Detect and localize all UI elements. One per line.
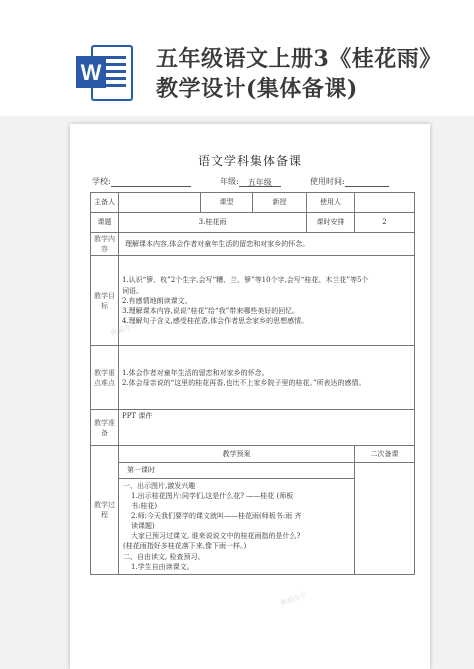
goals-line: 1.认识“箩、枚”2个生字,会写“糟、兰、箩”等10个字,会写“桂花、木兰花”等5个 (122, 276, 369, 285)
prep-label: 教学准备 (91, 410, 119, 446)
key-points-text (119, 346, 415, 410)
process-line: 大家已预习过课文, 谁来说说文中的桂花雨指的是什么? (131, 532, 301, 541)
table-row (91, 213, 415, 233)
process-lines (119, 479, 354, 574)
lesson-plan-table (90, 192, 415, 575)
use-time-label: 使用时间: (310, 177, 345, 186)
page-subtitle: 教学设计(集体备课) (156, 76, 358, 102)
preparer-value (119, 193, 201, 213)
watermark: 熊猫办公 (279, 590, 309, 608)
topic-value: 3.桂花雨 (119, 213, 307, 233)
school-blank (111, 177, 191, 187)
process-line: 一、出示图片,激发兴趣 (123, 481, 196, 490)
goals-line: 词语。 (122, 286, 143, 295)
use-time-blank (345, 177, 389, 187)
hours-label: 课时安排 (307, 213, 355, 233)
goals-line: 4.理解句子含义,感受桂花香,体会作者思念家乡的思想感情。 (122, 316, 309, 325)
grade-value-text: 五年级 (247, 178, 272, 187)
page-title: 五年级语文上册3《桂花雨》 (156, 46, 442, 72)
watermark: 熊猫办公 (109, 320, 139, 338)
process-line: 2.师:今天我们要学的课文就叫——桂花雨(师板书:雨 齐 (131, 511, 302, 520)
table-row (91, 256, 415, 346)
svg-text:W: W (80, 60, 102, 85)
preparer-label: 主备人 (91, 193, 119, 213)
table-row (91, 446, 415, 575)
lesson-type-value: 新授 (253, 193, 307, 213)
prep-text: PPT 课件 (119, 410, 415, 446)
grade-label: 年级: (220, 177, 239, 186)
process-plan-cell (119, 446, 355, 575)
key-points-label: 教学重点难点 (91, 346, 119, 410)
process-line: 二、自由读文, 检查预习。 (123, 552, 205, 561)
topic-label: 课题 (91, 213, 119, 233)
content-label: 教学内容 (91, 233, 119, 256)
goals-text (119, 256, 415, 346)
process-line: 书:桂花) (131, 501, 158, 510)
process-line: 读课题) (131, 522, 155, 531)
page-header (0, 0, 474, 128)
process-line: 1.学生自由读课文。 (131, 562, 194, 571)
user-value (355, 193, 415, 213)
lesson-type-label: 课型 (201, 193, 253, 213)
content-text: 理解课本内容,体会作者对童年生活的留恋和对家乡的怀念。 (119, 233, 415, 256)
key-points-line: 1.体会作者对童年生活的留恋和对家乡的怀念。 (122, 368, 269, 377)
hours-value: 2 (355, 213, 415, 233)
key-points-line: 2.体会母亲说的“这里的桂花再香,也比不上家乡院子里的桂花。”所表达的感情。 (122, 378, 366, 387)
use-time-field (310, 176, 389, 187)
second-prep-cell (355, 446, 415, 575)
grade-value (239, 177, 281, 187)
process-line: 1.出示桂花图片:同学们,这是什么花? ——桂花 (师板 (131, 491, 294, 500)
goals-line: 2.有感情地朗读课文。 (122, 296, 192, 305)
table-row (91, 193, 415, 213)
user-label: 使用人 (307, 193, 355, 213)
goals-line: 3.理解课本内容,说说“桂花”给“我”带来哪些美好的回忆。 (122, 306, 300, 315)
second-prep-header: 二次备课 (355, 446, 414, 463)
document-page (70, 124, 430, 669)
table-row (91, 346, 415, 410)
process-line: (桂花雨指好多桂花落下来,像下雨一样。) (123, 542, 247, 551)
word-document-icon (74, 42, 136, 104)
table-row (91, 410, 415, 446)
plan-column-header: 教学预案 (119, 446, 354, 463)
lesson-subheader: 第一课时 (119, 463, 354, 478)
school-label: 学校: (92, 177, 111, 186)
process-label: 教学过程 (91, 446, 119, 575)
table-row (91, 233, 415, 256)
grade-field (220, 176, 281, 187)
document-title: 语文学科集体备课 (197, 154, 302, 168)
school-field (92, 176, 191, 187)
goals-label: 教学目标 (91, 256, 119, 346)
